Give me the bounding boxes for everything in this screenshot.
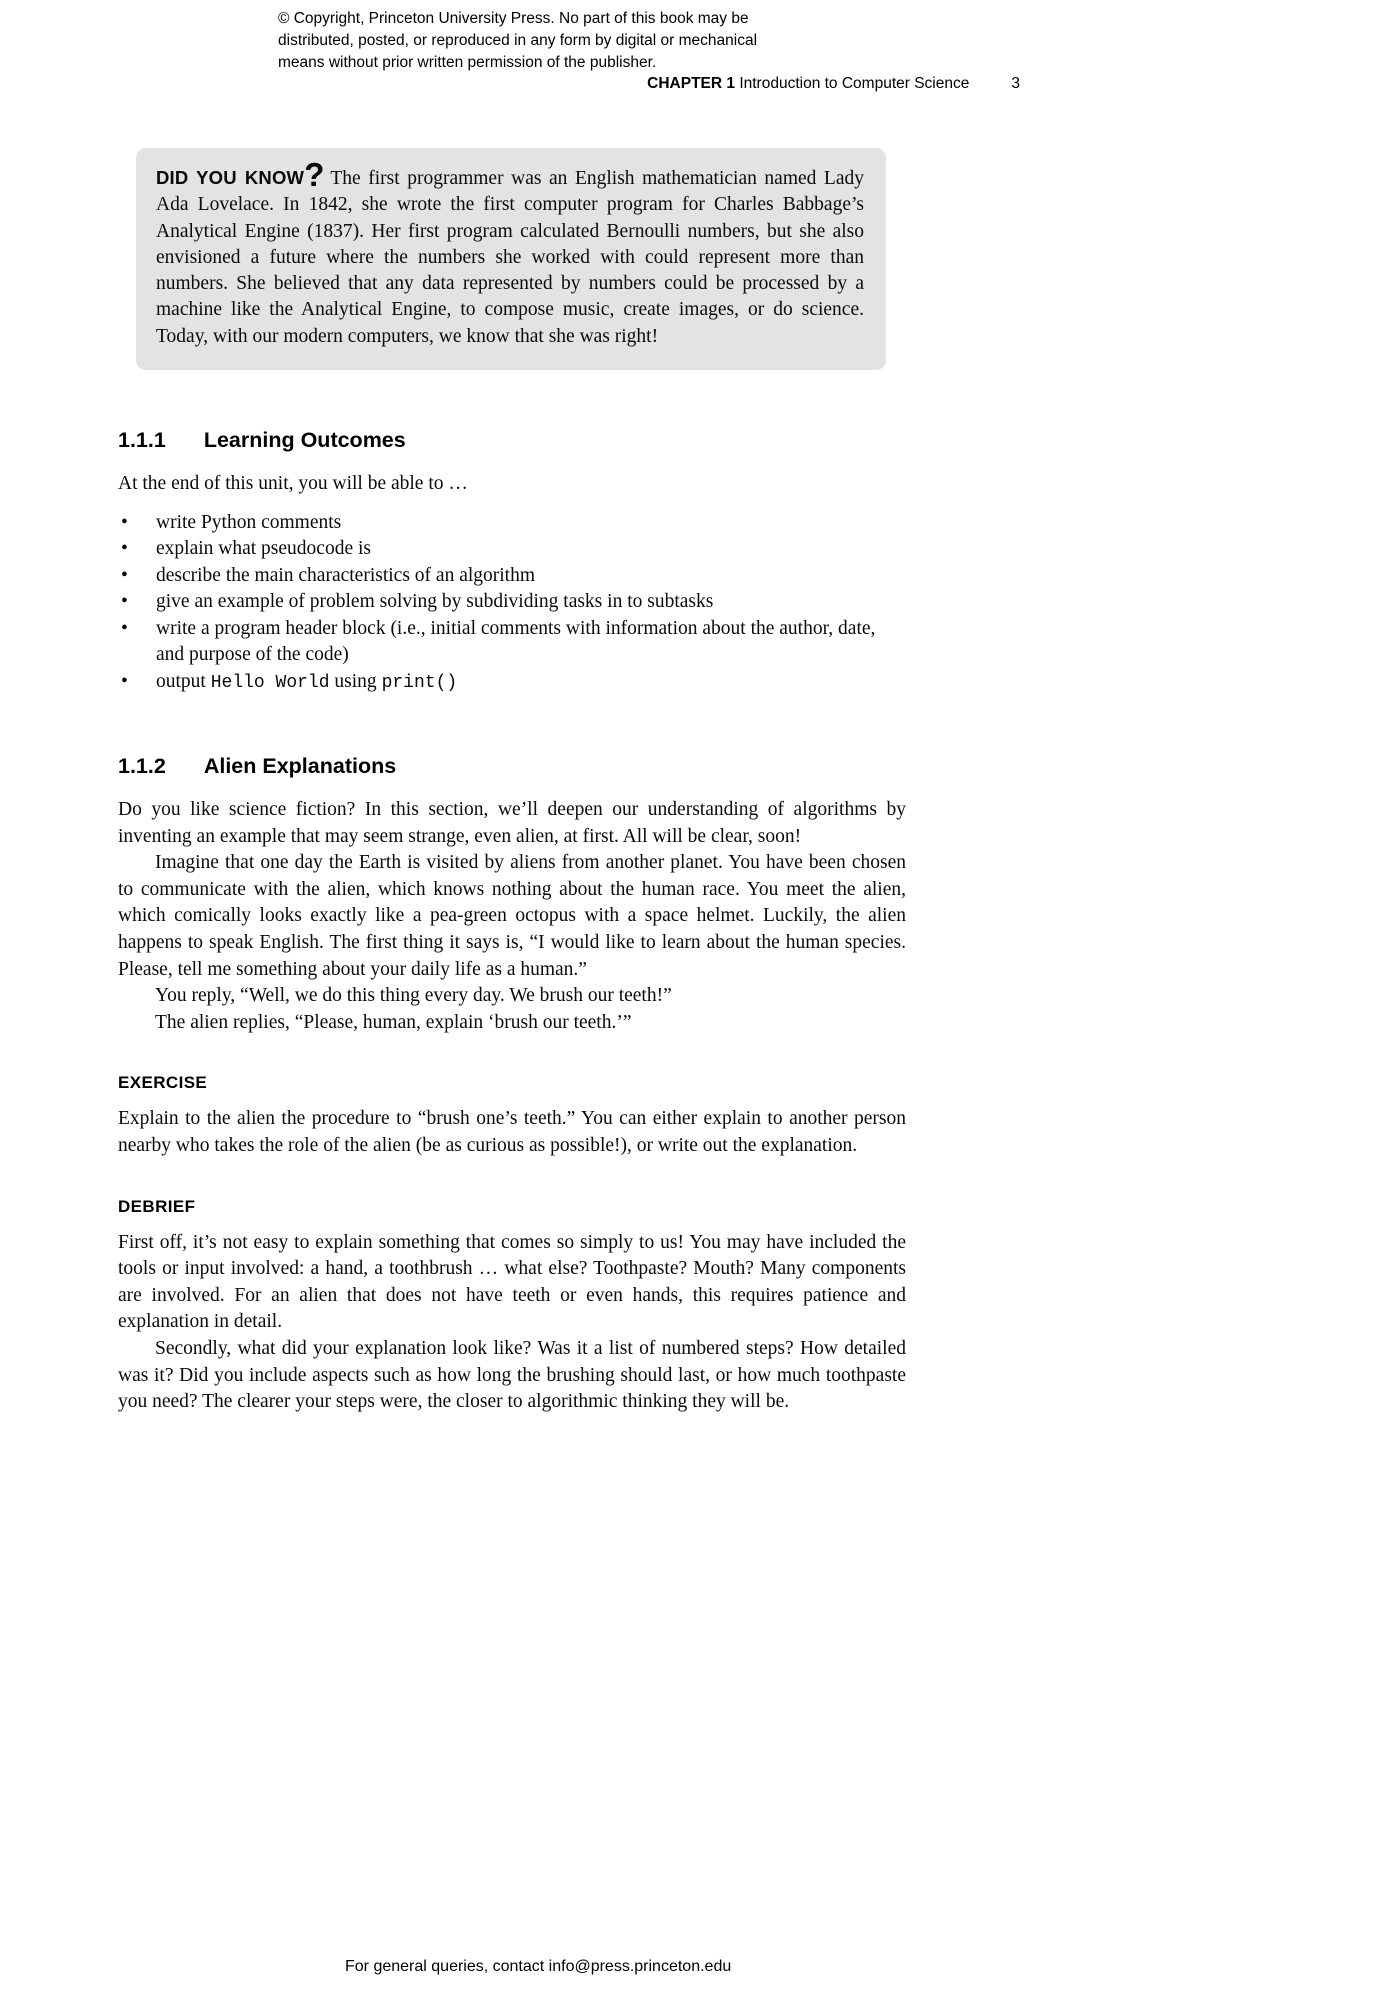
did-you-know-box	[136, 148, 886, 370]
paragraph: First off, it’s not easy to explain something that comes so simply to us! You may have included the tools or input involved: a hand, a toothbrush … what else? Toothpaste? Mouth? Many components are involved. For an alien that does not have teeth or even hands, this requires patience and explanation in detail.	[118, 1231, 906, 1333]
code-hello-world: Hello World	[210, 672, 330, 693]
exercise-text: Explain to the alien the procedure to “brush one’s teeth.” You can either explain to another person nearby who takes the role of the alien (be as curious as possible!), or write out the explanation.	[118, 1108, 906, 1157]
section-title: Alien Explanations	[203, 754, 397, 779]
list-item: • describe the main characteristics of an algorithm	[118, 563, 906, 590]
copyright-line: means without prior written permission of the publisher.	[278, 54, 657, 71]
paragraph: The alien replies, “Please, human, explain ‘brush our teeth.’”	[155, 1011, 632, 1033]
exercise-heading: EXERCISE	[118, 1073, 208, 1093]
section-title: Learning Outcomes	[203, 428, 406, 453]
list-item: • give an example of problem solving by subdividing tasks in to subtasks	[118, 589, 906, 616]
section-heading-learning-outcomes	[118, 428, 906, 453]
chapter-title: Introduction to Computer Science	[735, 75, 970, 92]
bullet-text: output	[156, 670, 211, 692]
paragraph: You reply, “Well, we do this thing every day. We brush our teeth!”	[155, 985, 672, 1007]
bullet-text: using	[329, 670, 382, 692]
did-you-know-text: The first programmer was an English mathematician named Lady Ada Lovelace. In 1842, she wrote the first computer program for Charles Babbage’s Analytical Engine (1837). Her first program calculated Bernoulli numbers, but she also envisioned a future where the numbers she worked with could represent more than numbers. She believed that any data represented by numbers could be processed by a machine like the Analytical Engine, to compose music, create images, or do science. Today, with our modern computers, we know that she was right!	[156, 168, 864, 347]
list-item: • write a program header block (i.e., initial comments with information about the author, date, and purpose of the code)	[118, 616, 906, 669]
chapter-label: CHAPTER 1	[647, 75, 736, 92]
copyright-line: distributed, posted, or reproduced in any form by digital or mechanical	[278, 32, 758, 49]
page-footer: For general queries, contact info@press.princeton.edu	[345, 1958, 732, 1975]
question-mark: ?	[304, 156, 325, 193]
running-head	[0, 75, 1020, 93]
content-column	[118, 148, 906, 1416]
outcomes-list	[118, 510, 906, 697]
section-number: 1.1.2	[118, 754, 166, 779]
copyright-line: © Copyright, Princeton University Press. No part of this book may be	[278, 10, 749, 27]
did-you-know-label: DID YOU KNOW	[156, 167, 305, 188]
paragraph: Secondly, what did your explanation look like? Was it a list of numbered steps? How detailed was it? Did you include aspects such as how long the brushing should last, or how much toothpaste you need? The clearer your steps were, the closer to algorithmic thinking they will be.	[118, 1337, 906, 1413]
list-item	[118, 669, 906, 697]
debrief-heading: DEBRIEF	[118, 1196, 196, 1216]
list-item: • explain what pseudocode is	[118, 536, 906, 563]
copyright-notice	[278, 8, 757, 74]
code-print: print()	[381, 672, 458, 693]
learning-outcomes-intro: At the end of this unit, you will be able to …	[118, 473, 468, 495]
paragraph: Do you like science fiction? In this section, we’ll deepen our understanding of algorithms by inventing an example that may seem strange, even alien, at first. All will be clear, soon!	[118, 799, 906, 847]
paragraph: Imagine that one day the Earth is visited by aliens from another planet. You have been chosen to communicate with the alien, which knows nothing about the human race. You meet the alien, which comically looks exactly like a pea-green octopus with a space helmet. Luckily, the alien happens to speak English. The first thing it says is, “I would like to learn about the human species. Please, tell me something about your daily life as a human.”	[118, 852, 906, 980]
section-number: 1.1.1	[118, 428, 166, 453]
page-number: 3	[1011, 75, 1020, 92]
section-heading-alien-explanations	[118, 754, 906, 779]
list-item: • write Python comments	[118, 510, 906, 537]
